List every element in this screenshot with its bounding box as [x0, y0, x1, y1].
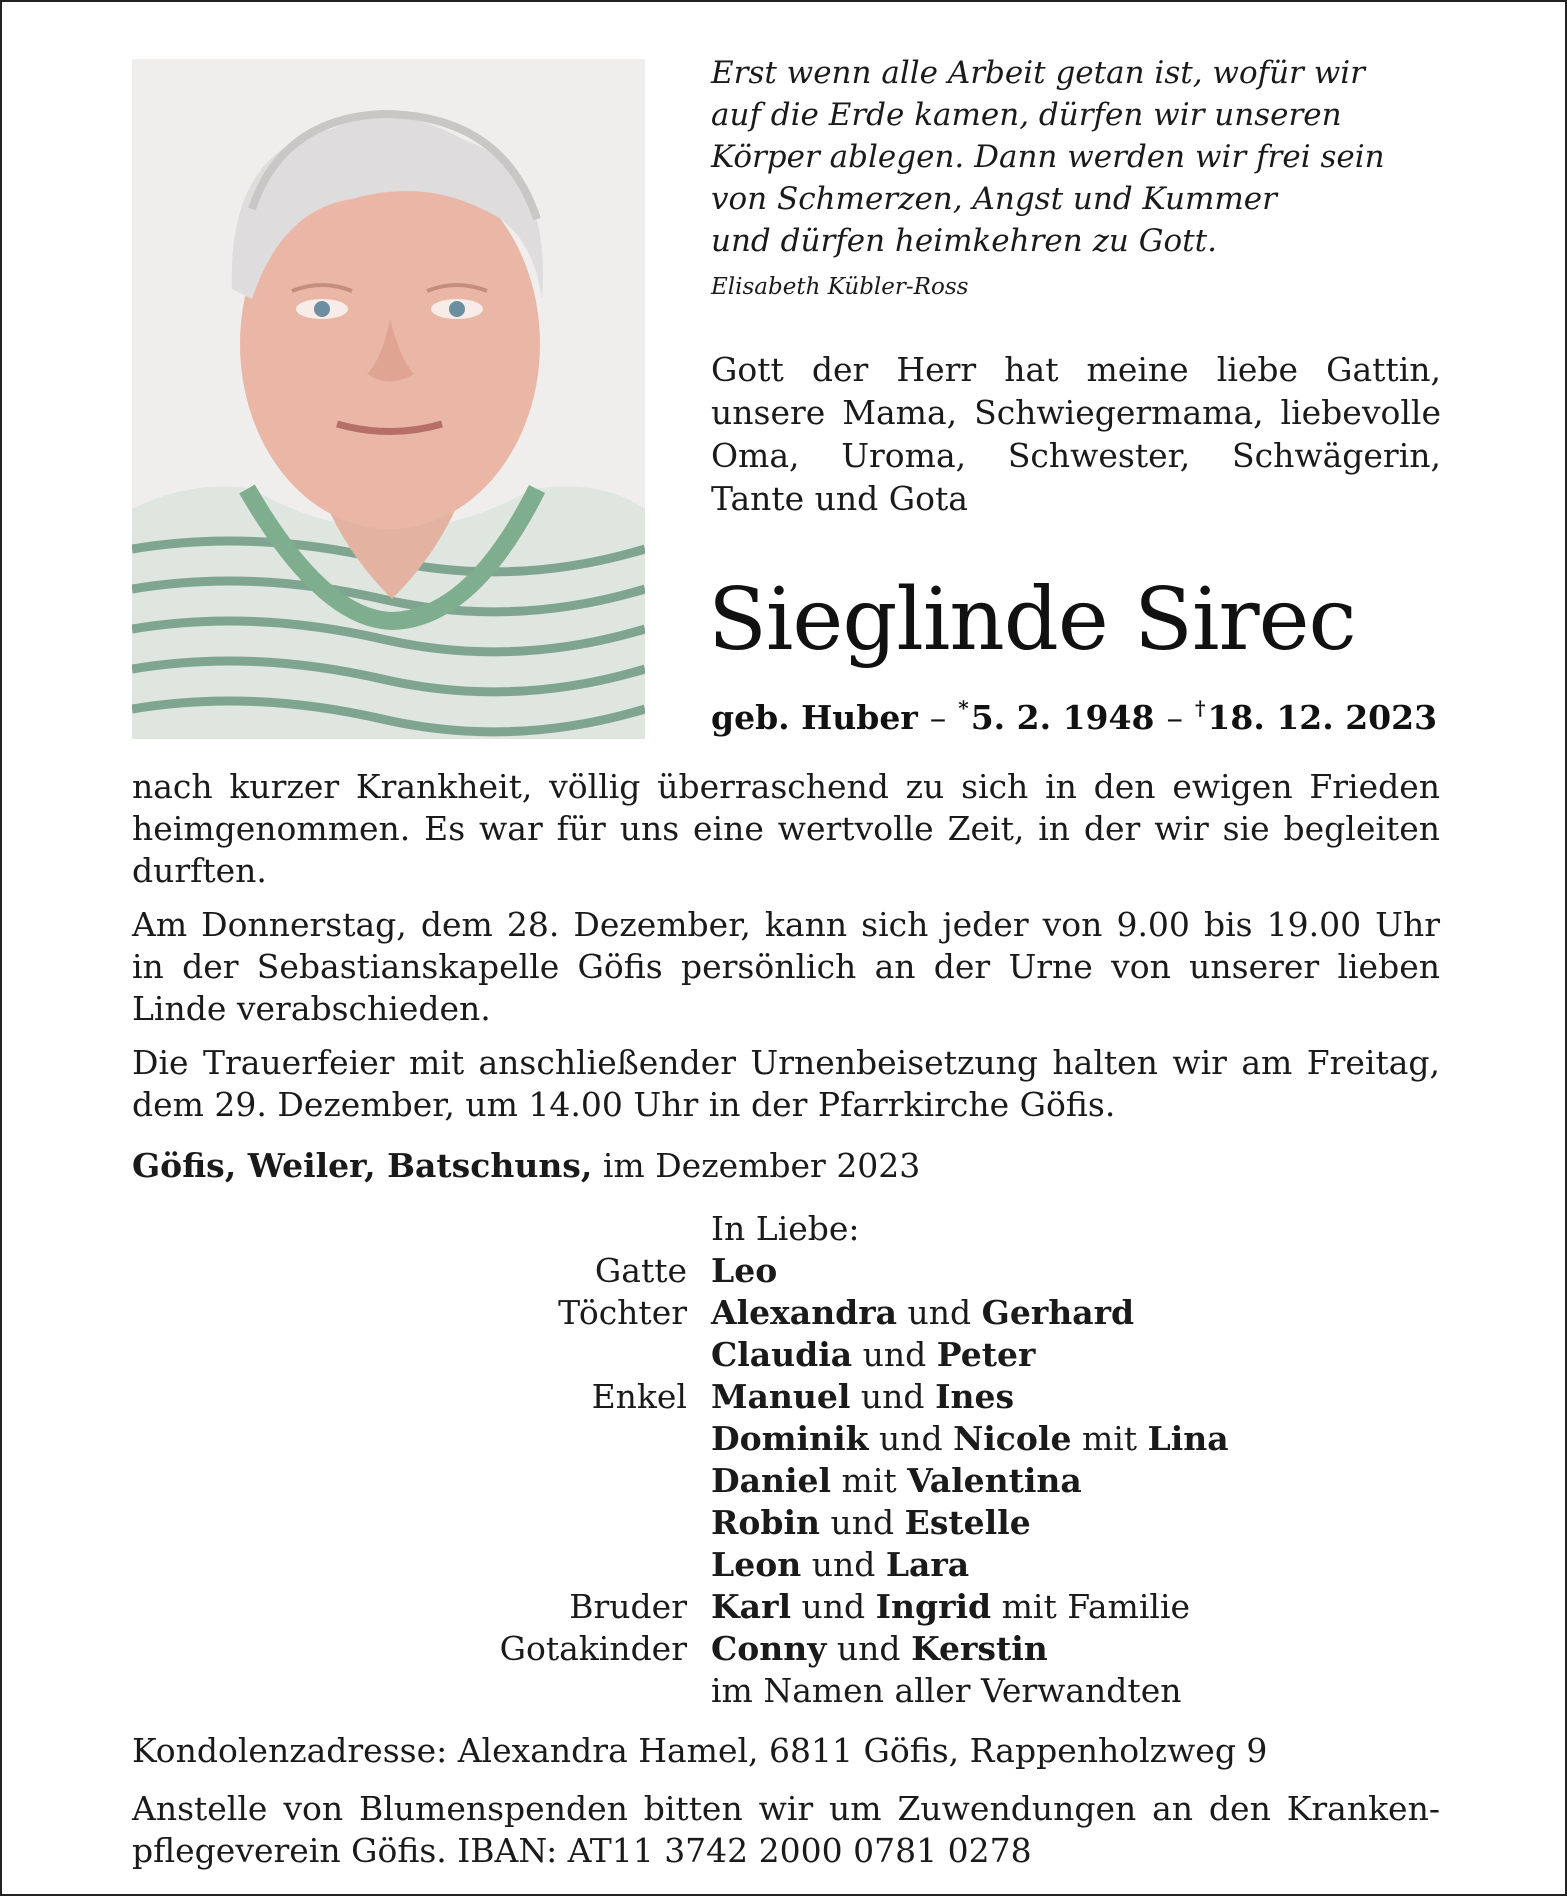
family-connector: und	[852, 1335, 937, 1374]
family-names	[711, 1292, 1232, 1334]
birth-symbol: *	[958, 696, 969, 720]
family-list	[132, 1208, 1232, 1712]
family-heading: In Liebe:	[711, 1209, 860, 1248]
deceased-name: Sieglinde Sirec	[708, 570, 1356, 670]
paragraph-funeral	[132, 1042, 1440, 1126]
family-role: Bruder	[569, 1587, 687, 1626]
family-names	[711, 1418, 1232, 1460]
family-role	[132, 1334, 711, 1376]
family-member-name: Gerhard	[981, 1293, 1135, 1332]
family-names	[711, 1334, 1232, 1376]
family-row	[132, 1544, 1232, 1586]
family-connector: mit	[1071, 1419, 1148, 1458]
family-member-name: Karl	[711, 1587, 791, 1626]
family-connector: mit	[831, 1461, 908, 1500]
family-member-name: Ingrid	[875, 1587, 992, 1626]
family-role	[132, 1670, 711, 1712]
paragraph-line: Am Donnerstag, dem 28. Dezember, kann sich jeder von 9.00 bis 19.00 Uhr	[132, 905, 1440, 944]
family-member-name: Peter	[936, 1335, 1036, 1374]
donation-line: pflegeverein Göfis. IBAN: AT11 3742 2000 0781 0278	[132, 1831, 1032, 1870]
family-row	[132, 1628, 1232, 1670]
family-member-name: Estelle	[904, 1503, 1031, 1542]
family-row	[132, 1376, 1232, 1418]
family-role	[132, 1544, 711, 1586]
quote-line: auf die Erde kamen, dürfen wir unseren	[711, 97, 1342, 133]
paragraph-line: Linde verabschieden.	[132, 989, 491, 1028]
family-member-name: Robin	[711, 1503, 821, 1542]
family-row	[132, 1460, 1232, 1502]
family-heading-row	[132, 1208, 1232, 1250]
paragraph-announcement	[132, 766, 1440, 892]
family-names	[711, 1250, 1232, 1292]
family-role: Gatte	[594, 1251, 687, 1290]
family-member-name: Dominik	[711, 1419, 869, 1458]
family-row	[132, 1502, 1232, 1544]
family-member-name: Ines	[935, 1377, 1015, 1416]
quote-line: von Schmerzen, Angst und Kummer	[711, 181, 1277, 217]
family-row	[132, 1334, 1232, 1376]
family-member-name: Leo	[711, 1251, 778, 1290]
family-member-name: Kerstin	[911, 1629, 1048, 1668]
family-member-name: Valentina	[907, 1461, 1082, 1500]
death-date: 18. 12. 2023	[1207, 698, 1438, 737]
family-member-name: Leon	[711, 1545, 802, 1584]
intro-line: Oma, Uroma, Schwester, Schwägerin,	[711, 436, 1441, 475]
family-member-name: Conny	[711, 1629, 827, 1668]
intro-text	[711, 348, 1441, 520]
family-member-name: Manuel	[711, 1377, 851, 1416]
family-names	[711, 1460, 1232, 1502]
family-member-name: Alexandra	[711, 1293, 898, 1332]
paragraph-line: heimgenommen. Es war für uns eine wertvolle Zeit, in der wir sie begleiten	[132, 809, 1440, 848]
family-member-name: Lina	[1147, 1419, 1229, 1458]
family-role: Töchter	[558, 1293, 687, 1332]
condolence-address: Kondolenzadresse: Alexandra Hamel, 6811 Göfis, Rappenholzweg 9	[132, 1731, 1268, 1770]
death-symbol: †	[1194, 696, 1206, 720]
paragraph-farewell	[132, 904, 1440, 1030]
family-role: Gotakinder	[499, 1629, 687, 1668]
paragraph-line: in der Sebastianskapelle Göfis persönlich an der Urne von unserer lieben	[132, 947, 1440, 986]
dash-separator: –	[1166, 698, 1183, 737]
quote-line: Körper ablegen. Dann werden wir frei sein	[711, 139, 1385, 175]
family-connector: und	[820, 1503, 905, 1542]
paragraph-line: durften.	[132, 851, 267, 890]
life-dates	[711, 696, 1437, 737]
family-names	[711, 1544, 1232, 1586]
family-row	[132, 1670, 1232, 1712]
family-row	[132, 1250, 1232, 1292]
family-role: Enkel	[591, 1377, 687, 1416]
family-connector: und	[868, 1419, 954, 1458]
family-member-name: Claudia	[711, 1335, 853, 1374]
family-connector: im Namen aller Verwandten	[711, 1671, 1182, 1710]
donation-note	[132, 1788, 1440, 1872]
family-role	[132, 1418, 711, 1460]
family-connector: und	[850, 1377, 936, 1416]
family-connector: und	[801, 1545, 886, 1584]
date-line: im Dezember 2023	[592, 1146, 921, 1185]
birth-date: 5. 2. 1948	[970, 698, 1155, 737]
family-connector: und	[826, 1629, 912, 1668]
family-connector: und	[791, 1587, 876, 1626]
family-names	[711, 1376, 1232, 1418]
memorial-quote	[711, 52, 1431, 262]
donation-line: Anstelle von Blumenspenden bitten wir um Zuwendungen an den Kranken-	[132, 1789, 1440, 1828]
paragraph-line: nach kurzer Krankheit, völlig überraschend zu sich in den ewigen Frieden	[132, 767, 1440, 806]
family-names	[711, 1586, 1232, 1628]
family-names	[711, 1628, 1232, 1670]
family-row	[132, 1292, 1232, 1334]
intro-line: Gott der Herr hat meine liebe Gattin,	[711, 350, 1441, 389]
paragraph-line: Die Trauerfeier mit anschließender Urnenbeisetzung halten wir am Freitag,	[132, 1043, 1440, 1082]
intro-line: unsere Mama, Schwiegermama, liebevolle	[711, 393, 1441, 432]
family-names	[711, 1670, 1232, 1712]
family-row	[132, 1418, 1232, 1460]
family-member-name: Lara	[885, 1545, 970, 1584]
family-connector: mit Familie	[991, 1587, 1191, 1626]
dash-separator: –	[929, 698, 947, 737]
family-row	[132, 1586, 1232, 1628]
portrait-photo	[132, 59, 645, 739]
paragraph-line: dem 29. Dezember, um 14.00 Uhr in der Pfarrkirche Göfis.	[132, 1085, 1116, 1124]
place-names: Göfis, Weiler, Batschuns,	[132, 1146, 593, 1185]
quote-line: und dürfen heimkehren zu Gott.	[711, 223, 1217, 259]
intro-line: Tante und Gota	[711, 479, 968, 518]
family-member-name: Nicole	[953, 1419, 1072, 1458]
family-rows	[132, 1250, 1232, 1712]
quote-line: Erst wenn alle Arbeit getan ist, wofür wir	[711, 55, 1365, 91]
family-names	[711, 1502, 1232, 1544]
family-connector: und	[897, 1293, 982, 1332]
quote-author: Elisabeth Kübler-Ross	[711, 274, 969, 300]
place-and-date	[132, 1145, 1440, 1187]
maiden-name: geb. Huber	[711, 698, 918, 737]
family-member-name: Daniel	[711, 1461, 832, 1500]
family-role	[132, 1502, 711, 1544]
family-role	[132, 1460, 711, 1502]
portrait-illustration	[132, 59, 645, 739]
